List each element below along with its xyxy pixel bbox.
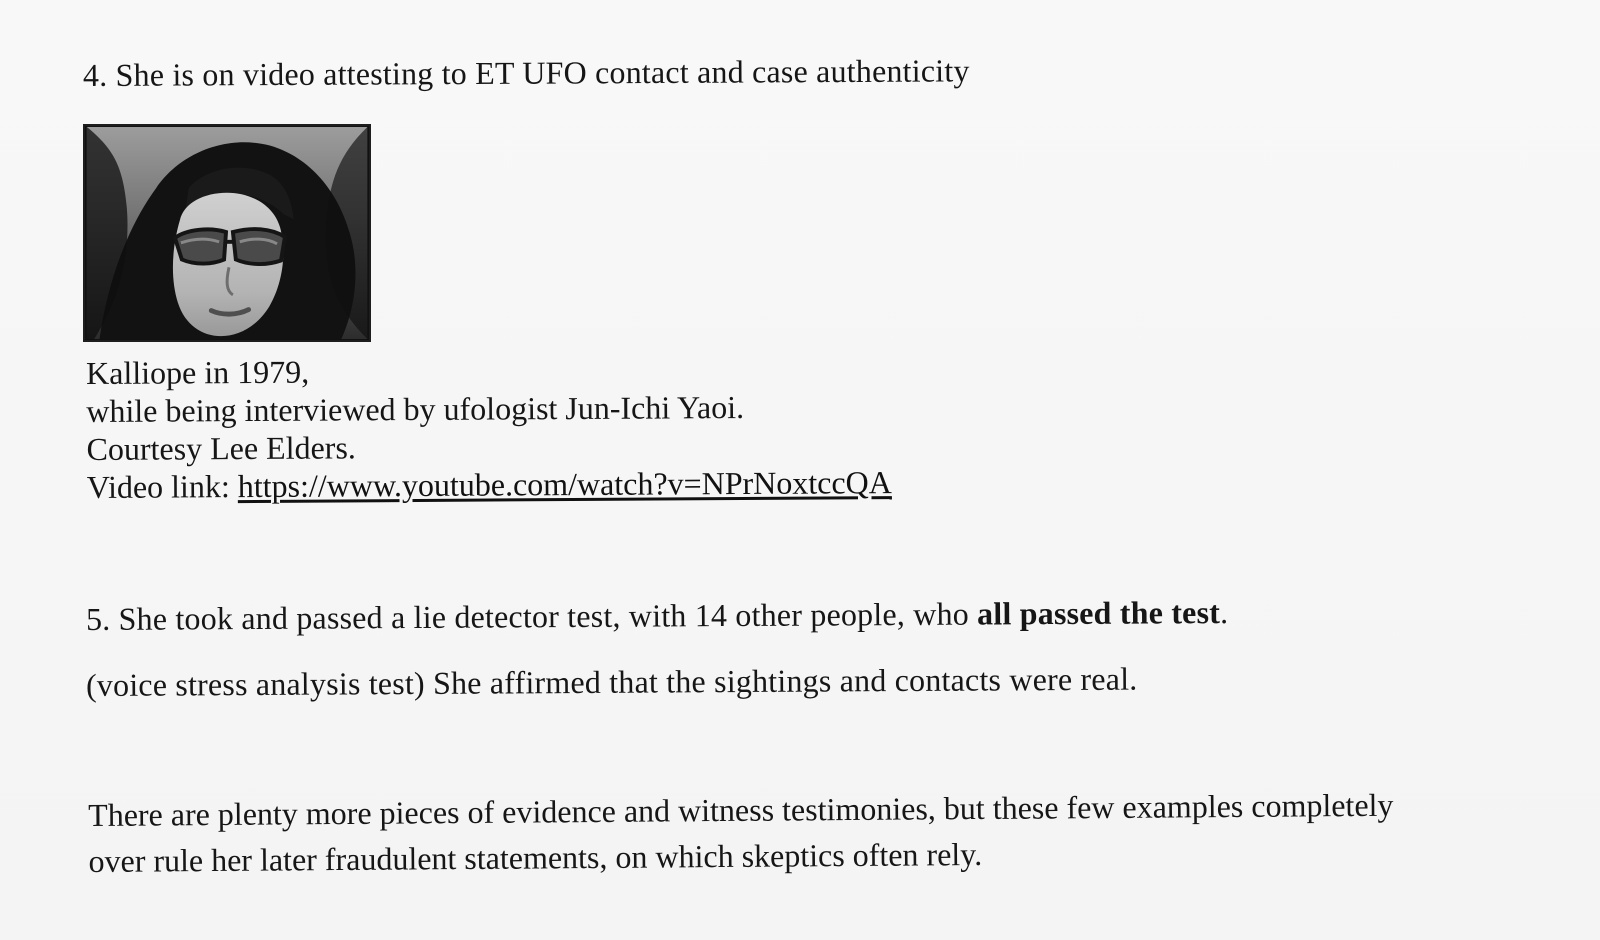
video-link[interactable]: https://www.youtube.com/watch?v=NPrNoxtccQA [237, 464, 892, 505]
closing-line-2: over rule her later fraudulent statements, on which skeptics often rely. [88, 835, 983, 879]
item-5-heading [86, 593, 1228, 638]
portrait-image [85, 126, 369, 340]
video-link-line [87, 463, 892, 506]
caption-line-2: while being interviewed by ufologist Jun-Ichi Yaoi. [86, 388, 745, 429]
caption-line-1: Kalliope in 1979, [86, 353, 310, 391]
caption-line-3: Courtesy Lee Elders. [86, 429, 356, 467]
closing-line-1: There are plenty more pieces of evidence and witness testimonies, but these few examples completely [88, 786, 1394, 833]
item-5-prefix: 5. She took and passed a lie detector test, with 14 other people, who [85, 595, 978, 637]
kalliope-video-still [83, 124, 371, 342]
item-4-heading: 4. She is on video attesting to ET UFO contact and case authenticity [82, 52, 970, 93]
item-5-detail: (voice stress analysis test) She affirmed that the sightings and contacts were real. [85, 660, 1138, 703]
video-link-label: Video link: [86, 468, 238, 505]
closing-paragraph [88, 781, 1549, 884]
item-5-bold: all passed the test [976, 594, 1221, 632]
photo-caption [86, 349, 892, 506]
item-5-suffix: . [1219, 594, 1229, 631]
